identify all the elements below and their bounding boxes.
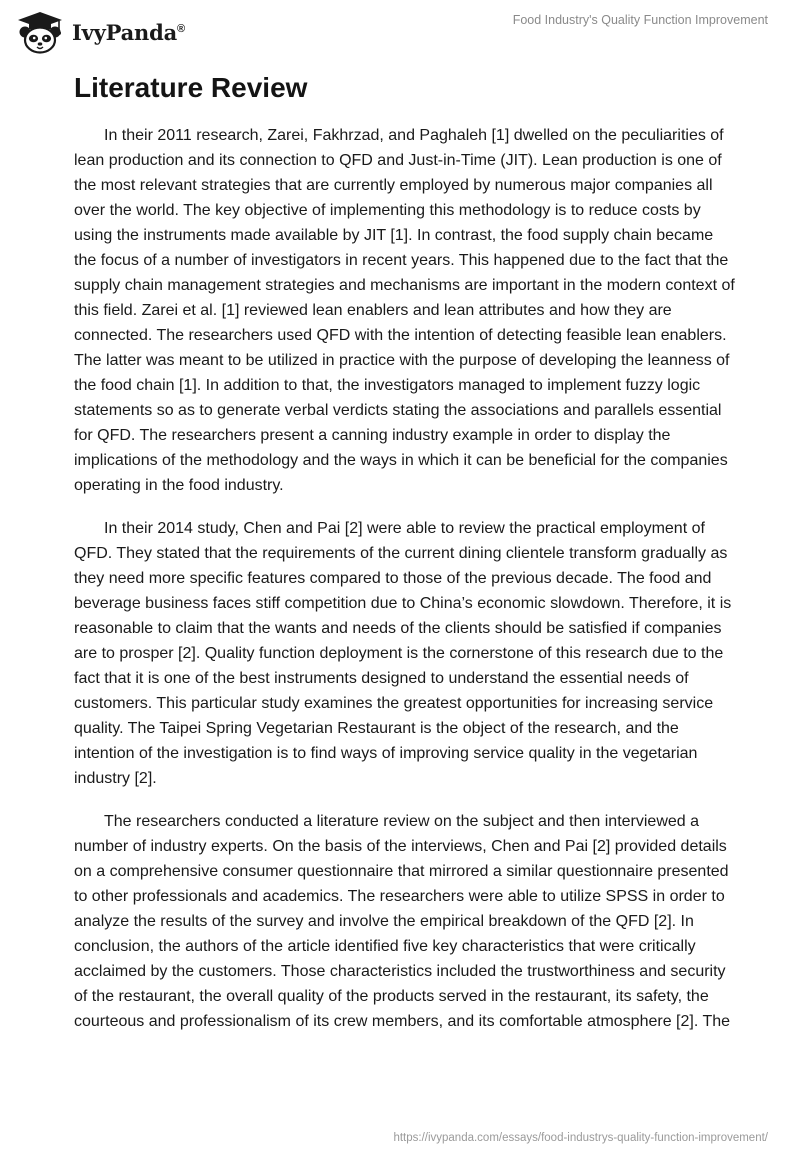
page-header	[0, 0, 800, 60]
paragraph: In their 2011 research, Zarei, Fakhrzad, and Paghaleh [1] dwelled on the peculiarities of lean production and its connection to QFD and Just-in-Time (JIT). Lean production is one of the most relevant strategies that are currently employed by numerous major companies all over the world. The key objective of implementing this methodology is to reduce costs by using the instruments made available by JIT [1]. In contrast, the food supply chain became the focus of a number of investigators in recent years. This happened due to the fact that the supply chain management strategies and mechanisms are important in the modern context of this field. Zarei et al. [1] reviewed lean enablers and lean attributes and how they are connected. The researchers used QFD with the intention of detecting feasible lean enablers. The latter was meant to be utilized in practice with the purpose of developing the leanness of the food chain [1]. In addition to that, the investigators managed to implement fuzzy logic statements so as to generate verbal verdicts stating the associations and parallels essential for QFD. The researchers present a canning industry example in order to display the implications of the methodology and the ways in which it can be beneficial for the companies operating in the food industry.	[74, 127, 735, 494]
panda-graduate-icon	[14, 10, 66, 54]
document-title: Food Industry's Quality Function Improvement	[512, 13, 768, 27]
registered-mark: ®	[177, 22, 185, 35]
article-content	[74, 72, 736, 1052]
logo-wordmark: IvyPanda®	[72, 19, 185, 45]
paragraph: The researchers conducted a literature review on the subject and then interviewed a number of industry experts. On the basis of the interviews, Chen and Pai [2] provided details on a comprehensive consumer questionnaire that mirrored a similar questionnaire presented to other professionals and academics. The researchers were able to utilize SPSS in order to analyze the results of the survey and involve the empirical breakdown of the QFD [2]. In conclusion, the authors of the article identified five key characteristics that were critically acclaimed by the customers. Those characteristics included the trustworthiness and security of the restaurant, the overall quality of the products served in the restaurant, its safety, the courteous and professionalism of its crew members, and its comfortable atmosphere [2]. The	[74, 813, 731, 1030]
footer-url: https://ivypanda.com/essays/food-industrys-quality-function-improvement/	[393, 1132, 768, 1144]
section-heading: Literature Review	[74, 72, 308, 103]
paragraph: In their 2014 study, Chen and Pai [2] were able to review the practical employment of QFD. They stated that the requirements of the current dining clientele transform gradually as they need more specific features compared to those of the previous decade. The food and beverage business faces stiff competition due to China’s economic slowdown. Therefore, it is reasonable to claim that the wants and needs of the clients should be satisfied if companies are to prosper [2]. Quality function deployment is the cornerstone of this research due to the fact that it is one of the best instruments designed to understand the essential needs of customers. This particular study examines the greatest opportunities for increasing service quality. The Taipei Spring Vegetarian Restaurant is the object of the research, and the intention of the investigation is to find ways of improving service quality in the vegetarian industry [2].	[74, 520, 732, 787]
ivypanda-logo[interactable]	[14, 10, 185, 54]
